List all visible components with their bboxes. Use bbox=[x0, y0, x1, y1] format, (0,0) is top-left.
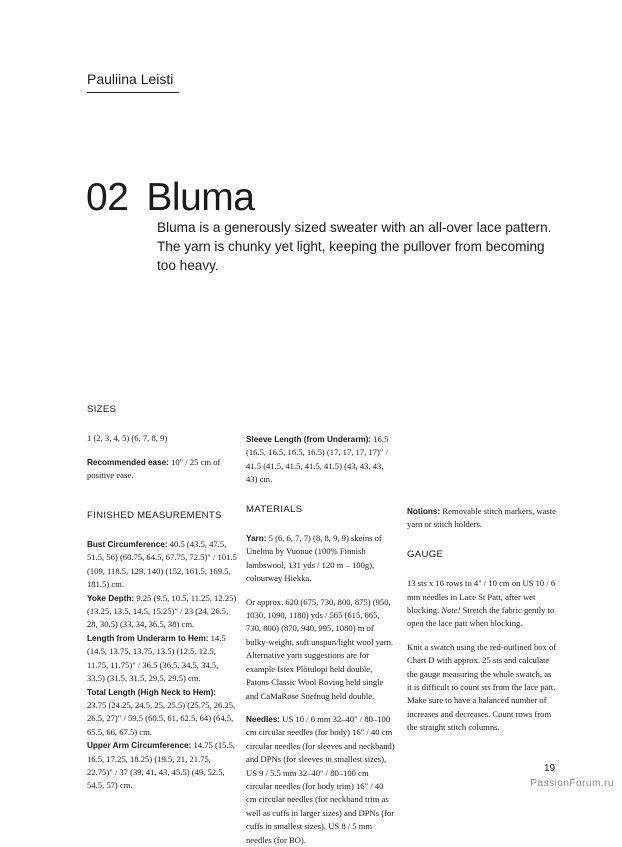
total-length-paragraph bbox=[87, 686, 237, 740]
ease-text: 10" / 25 cm of positive ease. bbox=[87, 456, 221, 481]
total-length-label: Total Length (High Neck to Hem): bbox=[87, 687, 217, 697]
page-title bbox=[86, 176, 254, 220]
total-length-text: 23.75 (24.25, 24.5, 25, 25.5) (25.75, 26.25, 26.5, 27)" / 59.5 (60.5, 61, 62.5, 64) (64.5, 65.5, 66, 67.5) cm. bbox=[87, 699, 236, 737]
sizes-heading: SIZES bbox=[87, 404, 117, 415]
watermark: PassionForum.ru bbox=[530, 778, 614, 789]
sizes-list: 1 (2, 3, 4, 5) (6, 7, 8, 9) bbox=[87, 433, 168, 444]
measurements-heading: FINISHED MEASUREMENTS bbox=[87, 509, 222, 521]
gauge-paragraph-2: Knit a swatch using the red-outlined box of Chart D with approx. 25 sts and calculate the gauge measuring the whole swatch, as it is difficult to count sts from the lace patt. Make sure to have a balanced number of increases and decreases. Count rows from the straight stitch columns. bbox=[407, 641, 557, 733]
column-1 bbox=[87, 403, 237, 793]
upperarm-paragraph bbox=[87, 739, 237, 793]
gauge-paragraph-1 bbox=[407, 577, 557, 631]
yarn-text: 5 (6, 6, 7, 7) (8, 8, 9, 9) skeins of Unelma by Vuonue (100% Finnish lambswool, 131 yds / 120 m – 100g), colourway Hiekka. bbox=[246, 533, 382, 584]
bust-text: 40.5 (43.5, 47.5, 51.5, 56) (60.75, 64.5, 67.75, 72.5)" / 101.5 (109, 118.5, 129, 140) (152, 161.5, 169.5, 181.5) cm. bbox=[87, 539, 237, 590]
needles-text: US 10 / 6 mm 32–40" / 80–100 cm circular needles (for body) 16" / 40 cm circular needles (for sleeves and neckband) and DPNs (for sleeves in smallest sizes), US 9 / 5.5 mm 32–40" / 80–100 cm circular needles (for body trim) 16" / 40 cm circular needles (for neckband trim as well as cuffs in larger sizes) and DPNs (for cuffs in smallest sizes), US 8 / 5 mm needles (for BO). bbox=[246, 713, 395, 845]
gauge-text-a: 13 sts x 16 rows to 4" / 10 cm on US 10 / 6 mm needles in Lace St Patt, after wet blocking. bbox=[407, 578, 556, 616]
upperarm-label: Upper Arm Circumference: bbox=[87, 741, 192, 751]
needles-paragraph bbox=[246, 713, 396, 847]
ease-paragraph bbox=[87, 456, 237, 483]
intro-paragraph: Bluma is a generously sized sweater with an all-over lace pattern. The yarn is chunky yet light, keeping the pullover from becoming too heavy. bbox=[157, 220, 552, 273]
needles-label: Needles: bbox=[246, 714, 281, 724]
yoke-paragraph bbox=[87, 592, 237, 632]
yoke-text: 9.25 (9.5, 10.5, 11.25, 12.25) (13.25, 13.5, 14.5, 15.25)" / 23 (24, 26.5, 28, 30.5) (33, 34, 36.5, 38) cm. bbox=[87, 592, 237, 630]
notions-text: Removable stitch markers, waste yarn or stitch holders. bbox=[407, 506, 556, 530]
ease-label: Recommended ease: bbox=[87, 457, 169, 467]
bust-label: Bust Circumference: bbox=[87, 540, 168, 550]
yarn-paragraph bbox=[246, 532, 396, 586]
bust-paragraph bbox=[87, 538, 237, 592]
length-label: Length from Underarm to Hem: bbox=[87, 633, 209, 643]
notions-block bbox=[407, 505, 557, 735]
sleeve-label: Sleeve Length (from Underarm): bbox=[246, 435, 372, 444]
materials-heading: MATERIALS bbox=[246, 503, 303, 515]
gauge-text-b: Stretch the fabric gently to open the lace patt when blocking. bbox=[407, 605, 555, 629]
page-number: 19 bbox=[544, 763, 556, 774]
sleeve-text: 16.5 (16.5, 16.5, 16.5, 16.5) (17, 17, 17, 17)" / 41.5 (41.5, 41.5, 41.5, 41.5) (43, 43, 43, 43) cm. bbox=[246, 434, 389, 485]
yoke-label: Yoke Depth: bbox=[87, 593, 135, 603]
author-underline bbox=[87, 92, 179, 93]
length-text: 14.5 (14.5, 13.75, 13.75, 13.5) (12.5, 12.5, 11.75, 11.75)" / 36.5 (36.5, 34.5, 34.5, 33.5) (31.5, 31.5, 29.5, 29.5) cm. bbox=[87, 632, 226, 684]
gauge-heading: GAUGE bbox=[407, 548, 444, 560]
pattern-name: Bluma bbox=[146, 176, 255, 220]
pattern-number: 02 bbox=[86, 176, 129, 220]
author-name: Pauliina Leisti bbox=[87, 71, 174, 87]
notions-label: Notions: bbox=[407, 507, 441, 516]
notions-paragraph bbox=[407, 505, 557, 532]
column-2 bbox=[246, 405, 396, 847]
yarn-approx-paragraph: Or approx. 620 (675, 730, 800, 875) (950, 1030, 1090, 1180) yds / 565 (615, 665, 730, 800) (870, 940, 995, 1080) m of bulky-weight, soft unspun/light wool yarn. Alternative yarn suggestions are for example Istex Plötulopi held double, Patons Classic Wool Roving held single and CaMaRose Snefnug held double. bbox=[246, 596, 394, 701]
sleeve-paragraph bbox=[246, 433, 396, 487]
length-paragraph bbox=[87, 632, 237, 686]
gauge-note: Note! bbox=[441, 605, 461, 616]
upperarm-text: 14.75 (15.5, 16.5, 17.25, 18.25) (19.5, 21, 21.75, 22.75)" / 37 (39, 41, 43, 45.5) (49, 52.5, 54.5, 57) cm. bbox=[87, 740, 236, 791]
yarn-label: Yarn: bbox=[246, 534, 267, 544]
